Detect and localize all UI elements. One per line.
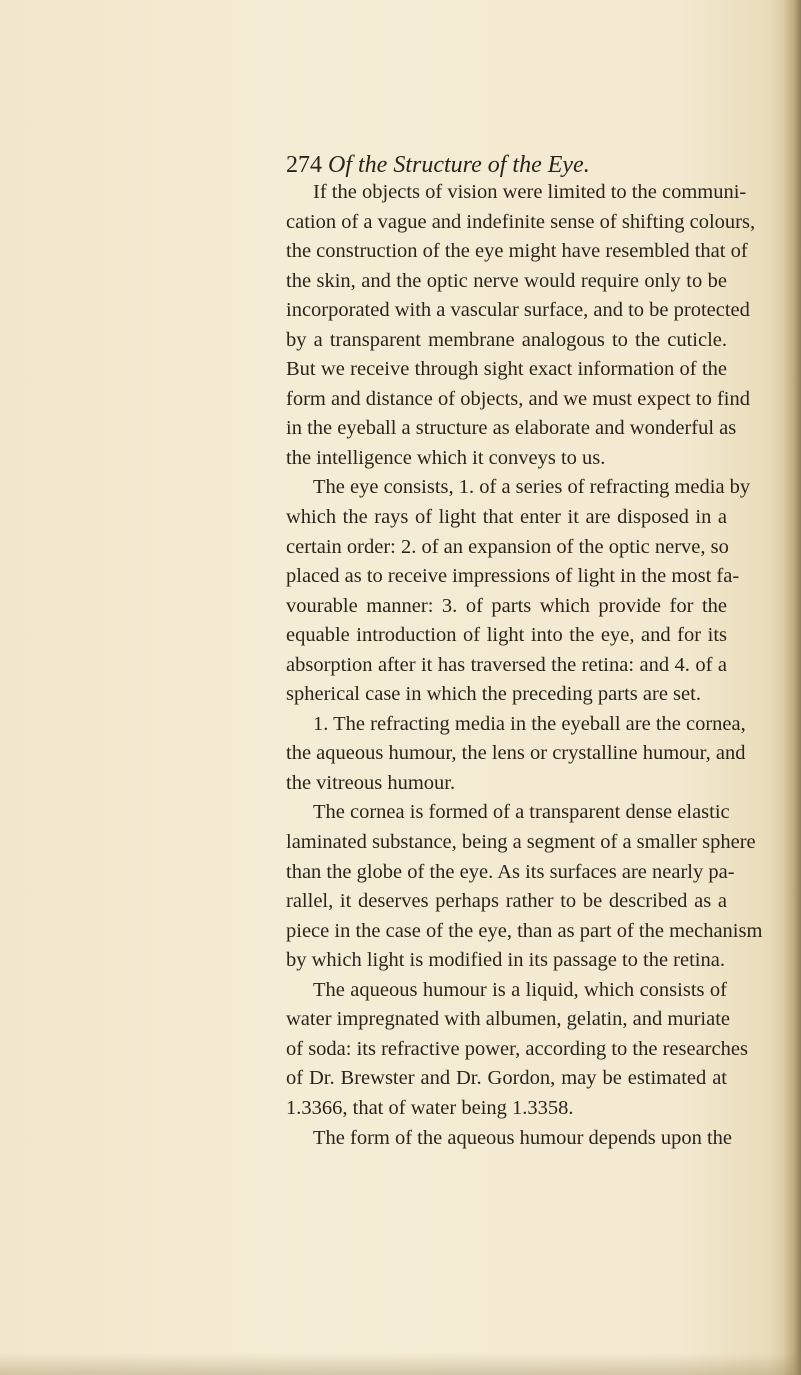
text-line: piece in the case of the eye, than as part of the mechanism (286, 919, 763, 942)
text-line: vourable manner: 3. of parts which provide for the (286, 594, 727, 617)
text-line: rallel, it deserves perhaps rather to be described as a (286, 890, 727, 913)
page-body (286, 178, 763, 1153)
text-line: placed as to receive impressions of light in the most fa- (286, 565, 740, 588)
text-line: the intelligence which it conveys to us. (286, 446, 606, 469)
text-line: But we receive through sight exact information of the (286, 358, 727, 381)
text-line: by a transparent membrane analogous to the cuticle. (286, 328, 727, 351)
text-line: spherical case in which the preceding parts are set. (286, 683, 701, 706)
text-line: 1.3366, that of water being 1.3358. (286, 1096, 574, 1119)
text-line: the aqueous humour, the lens or crystalline humour, and (286, 742, 746, 765)
text-line: equable introduction of light into the eye, and for its (286, 624, 727, 647)
text-line: absorption after it has traversed the retina: and 4. of a (286, 653, 727, 676)
text-line: the construction of the eye might have resembled that of (286, 240, 748, 263)
text-line: than the globe of the eye. As its surfaces are nearly pa- (286, 860, 735, 883)
text-line: cation of a vague and indefinite sense of shifting colours, (286, 210, 756, 233)
text-line: water impregnated with albumen, gelatin, and muriate (286, 1008, 731, 1031)
text-line: in the eyeball a structure as elaborate and wonderful as (286, 417, 737, 440)
text-line: the vitreous humour. (286, 771, 456, 794)
page-bottom-shadow (0, 1353, 801, 1375)
running-title: Of the Structure of the Eye. (328, 152, 590, 178)
text-line: 1. The refracting media in the eyeball are the cornea, (313, 712, 746, 735)
text-line: by which light is modified in its passage to the retina. (286, 949, 725, 972)
text-line: incorporated with a vascular surface, and to be protected (286, 299, 750, 322)
page-number: 274 (286, 152, 322, 178)
text-line: certain order: 2. of an expansion of the optic nerve, so (286, 535, 729, 558)
text-line: The eye consists, 1. of a series of refracting media by (313, 476, 751, 499)
text-line: of soda: its refractive power, according to the researches (286, 1037, 748, 1060)
text-line: which the rays of light that enter it are disposed in a (286, 506, 727, 529)
page-edge-shadow (783, 0, 801, 1375)
text-line: The cornea is formed of a transparent dense elastic (313, 801, 730, 824)
text-line: of Dr. Brewster and Dr. Gordon, may be estimated at (286, 1067, 727, 1090)
text-line: The form of the aqueous humour depends upon the (313, 1126, 733, 1149)
text-line: the skin, and the optic nerve would require only to be (286, 269, 727, 292)
text-line: form and distance of objects, and we must expect to find (286, 387, 750, 410)
page-header (286, 150, 726, 180)
text-line: laminated substance, being a segment of a smaller sphere (286, 831, 756, 854)
text-line: The aqueous humour is a liquid, which consists of (313, 978, 727, 1001)
text-line: If the objects of vision were limited to the communi- (313, 181, 747, 203)
